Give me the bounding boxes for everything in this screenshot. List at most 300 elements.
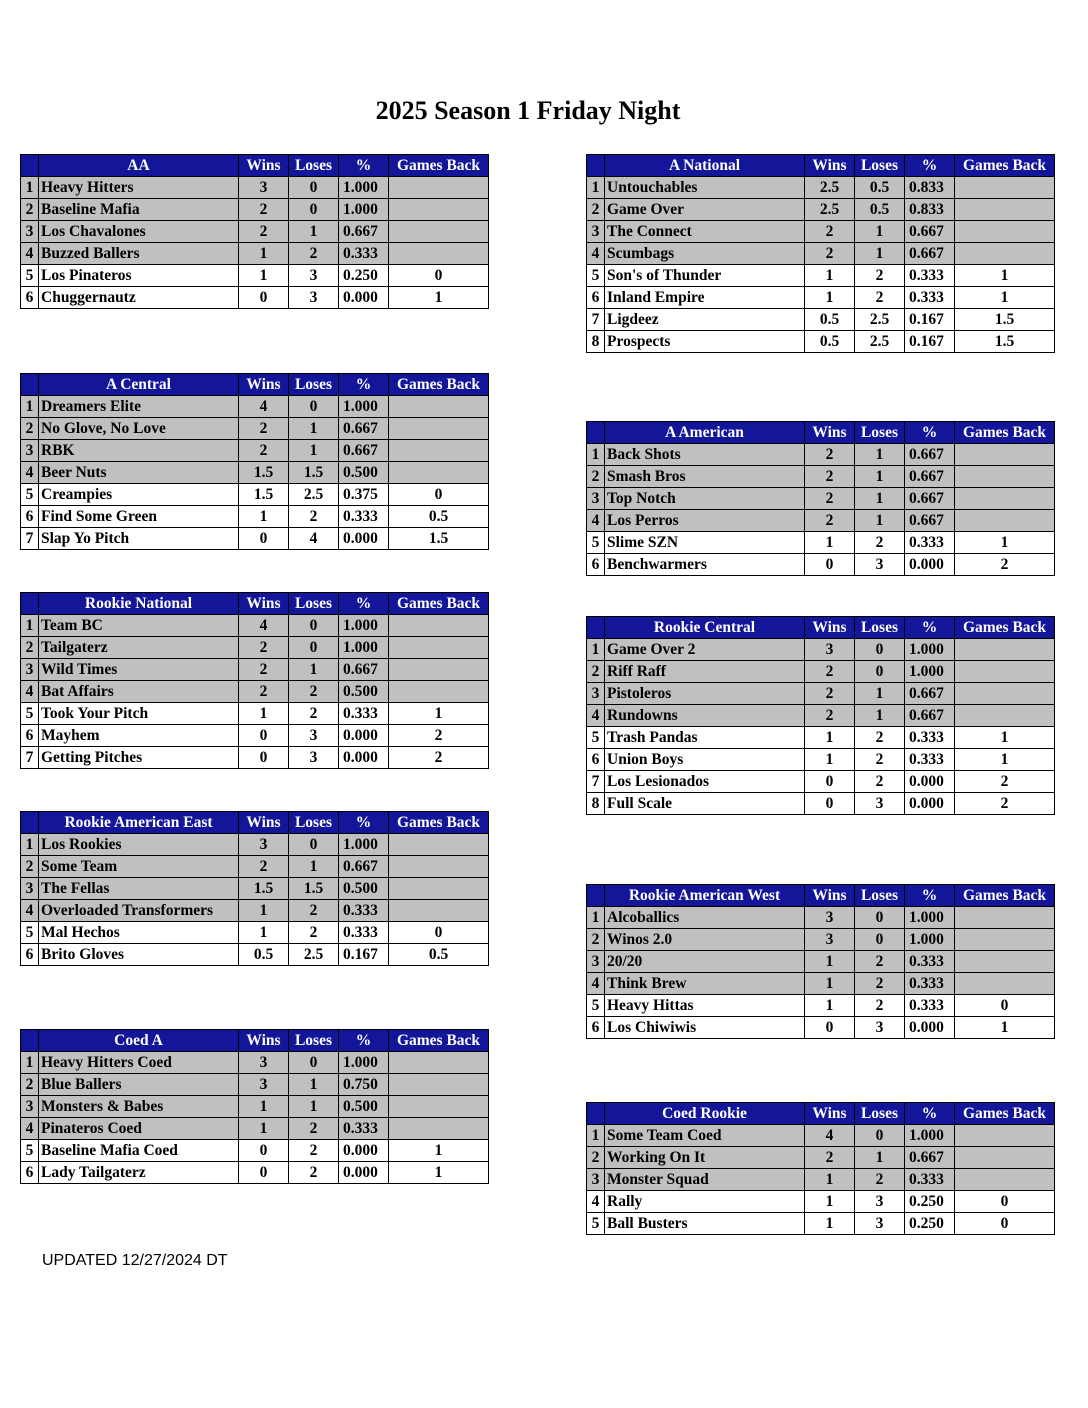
percent-cell: 0.333 — [339, 243, 389, 265]
table-header-row — [21, 374, 489, 396]
standings-table-coed-a — [20, 1029, 489, 1184]
loses-cell: 2 — [289, 1162, 339, 1184]
column-header-percent: % — [339, 155, 389, 177]
wins-cell: 1 — [805, 727, 855, 749]
loses-cell: 2 — [289, 1140, 339, 1162]
percent-cell: 0.667 — [339, 856, 389, 878]
wins-cell: 1 — [805, 951, 855, 973]
percent-cell: 0.667 — [339, 418, 389, 440]
table-row — [587, 1147, 1055, 1169]
rank-cell: 2 — [587, 1147, 605, 1169]
team-name-cell: Smash Bros — [605, 466, 805, 488]
table-row — [21, 199, 489, 221]
games-back-cell: 0 — [389, 484, 489, 506]
column-header-games-back: Games Back — [955, 617, 1055, 639]
rank-cell: 3 — [21, 659, 39, 681]
percent-cell: 0.833 — [905, 199, 955, 221]
table-row — [587, 973, 1055, 995]
wins-cell: 2 — [239, 659, 289, 681]
team-name-cell: Trash Pandas — [605, 727, 805, 749]
table-row — [587, 1017, 1055, 1039]
percent-cell: 0.667 — [905, 243, 955, 265]
games-back-cell — [955, 444, 1055, 466]
rank-cell: 1 — [21, 1052, 39, 1074]
table-row — [21, 177, 489, 199]
table-row — [21, 418, 489, 440]
games-back-cell: 1 — [955, 532, 1055, 554]
table-row — [21, 506, 489, 528]
column-header-percent: % — [905, 422, 955, 444]
rank-cell: 5 — [587, 532, 605, 554]
table-row — [587, 749, 1055, 771]
table-row — [587, 243, 1055, 265]
wins-cell: 0 — [239, 725, 289, 747]
percent-cell: 0.667 — [905, 1147, 955, 1169]
rank-cell: 5 — [21, 922, 39, 944]
games-back-cell — [955, 466, 1055, 488]
table-row — [587, 221, 1055, 243]
team-name-cell: Mal Hechos — [39, 922, 239, 944]
wins-cell: 2 — [805, 683, 855, 705]
percent-cell: 0.333 — [905, 749, 955, 771]
wins-cell: 3 — [239, 177, 289, 199]
team-name-cell: Dreamers Elite — [39, 396, 239, 418]
wins-cell: 1 — [239, 1096, 289, 1118]
games-back-cell — [389, 856, 489, 878]
loses-cell: 0 — [855, 639, 905, 661]
games-back-cell — [389, 1096, 489, 1118]
games-back-cell — [389, 637, 489, 659]
rank-cell: 3 — [21, 440, 39, 462]
percent-cell: 0.667 — [905, 683, 955, 705]
rank-cell: 6 — [21, 506, 39, 528]
table-row — [587, 683, 1055, 705]
percent-cell: 0.500 — [339, 681, 389, 703]
column-header-loses: Loses — [855, 885, 905, 907]
rank-cell: 6 — [587, 554, 605, 576]
wins-cell: 1 — [805, 995, 855, 1017]
percent-cell: 0.667 — [905, 488, 955, 510]
percent-cell: 0.333 — [905, 727, 955, 749]
percent-cell: 0.000 — [905, 793, 955, 815]
games-back-cell — [955, 929, 1055, 951]
rank-cell: 6 — [21, 1162, 39, 1184]
team-name-cell: Pinateros Coed — [39, 1118, 239, 1140]
percent-cell: 0.333 — [905, 973, 955, 995]
rank-cell: 6 — [587, 287, 605, 309]
standings-table-a-central — [20, 373, 489, 550]
rank-cell: 3 — [587, 951, 605, 973]
games-back-cell: 1 — [389, 1140, 489, 1162]
table-header-row — [21, 1030, 489, 1052]
wins-cell: 0 — [239, 528, 289, 550]
table-row — [587, 1125, 1055, 1147]
column-header-games-back: Games Back — [955, 1103, 1055, 1125]
table-row — [587, 771, 1055, 793]
table-header-row — [587, 1103, 1055, 1125]
wins-cell: 0 — [239, 747, 289, 769]
table-row — [587, 951, 1055, 973]
team-name-cell: Buzzed Ballers — [39, 243, 239, 265]
table-row — [21, 747, 489, 769]
standings-table-coed-rookie — [586, 1102, 1055, 1235]
wins-cell: 1 — [239, 265, 289, 287]
wins-cell: 2.5 — [805, 199, 855, 221]
games-back-cell — [389, 396, 489, 418]
wins-cell: 1 — [239, 900, 289, 922]
games-back-cell: 2 — [389, 725, 489, 747]
table-row — [587, 1191, 1055, 1213]
table-row — [21, 659, 489, 681]
games-back-cell: 0 — [955, 1213, 1055, 1235]
rank-cell: 5 — [21, 1140, 39, 1162]
rank-header — [587, 422, 605, 444]
table-row — [21, 944, 489, 966]
team-name-cell: 20/20 — [605, 951, 805, 973]
loses-cell: 1 — [289, 856, 339, 878]
rank-cell: 4 — [21, 462, 39, 484]
wins-cell: 2 — [239, 440, 289, 462]
team-name-cell: Winos 2.0 — [605, 929, 805, 951]
team-name-cell: Back Shots — [605, 444, 805, 466]
wins-cell: 2 — [239, 221, 289, 243]
wins-cell: 2 — [805, 466, 855, 488]
games-back-cell — [389, 199, 489, 221]
loses-cell: 0 — [855, 661, 905, 683]
division-name: AA — [39, 155, 239, 177]
table-row — [587, 444, 1055, 466]
rank-cell: 2 — [21, 637, 39, 659]
games-back-cell — [389, 615, 489, 637]
team-name-cell: Rally — [605, 1191, 805, 1213]
table-row — [21, 1074, 489, 1096]
rank-cell: 1 — [21, 615, 39, 637]
loses-cell: 2 — [855, 287, 905, 309]
wins-cell: 2 — [805, 705, 855, 727]
team-name-cell: Untouchables — [605, 177, 805, 199]
team-name-cell: Monsters & Babes — [39, 1096, 239, 1118]
percent-cell: 0.667 — [339, 221, 389, 243]
column-header-wins: Wins — [805, 422, 855, 444]
table-row — [21, 1052, 489, 1074]
team-name-cell: Tailgaterz — [39, 637, 239, 659]
loses-cell: 2 — [855, 265, 905, 287]
division-name: A Central — [39, 374, 239, 396]
percent-cell: 0.333 — [339, 703, 389, 725]
table-header-row — [21, 155, 489, 177]
percent-cell: 0.375 — [339, 484, 389, 506]
table-header-row — [21, 593, 489, 615]
team-name-cell: Monster Squad — [605, 1169, 805, 1191]
column-header-percent: % — [905, 617, 955, 639]
loses-cell: 3 — [855, 1017, 905, 1039]
table-row — [21, 484, 489, 506]
column-header-games-back: Games Back — [389, 593, 489, 615]
rank-header — [21, 593, 39, 615]
table-row — [587, 177, 1055, 199]
table-row — [587, 929, 1055, 951]
wins-cell: 1.5 — [239, 484, 289, 506]
rank-cell: 3 — [587, 1169, 605, 1191]
wins-cell: 2 — [239, 637, 289, 659]
games-back-cell — [389, 440, 489, 462]
loses-cell: 1 — [289, 659, 339, 681]
table-row — [21, 440, 489, 462]
percent-cell: 0.000 — [339, 287, 389, 309]
games-back-cell: 1 — [389, 287, 489, 309]
loses-cell: 2 — [855, 532, 905, 554]
rank-cell: 5 — [587, 1213, 605, 1235]
rank-cell: 1 — [587, 907, 605, 929]
games-back-cell: 2 — [955, 793, 1055, 815]
team-name-cell: Ligdeez — [605, 309, 805, 331]
division-name: Rookie National — [39, 593, 239, 615]
team-name-cell: Find Some Green — [39, 506, 239, 528]
games-back-cell — [955, 907, 1055, 929]
rank-cell: 1 — [587, 639, 605, 661]
games-back-cell — [955, 639, 1055, 661]
rank-cell: 2 — [21, 856, 39, 878]
table-header-row — [587, 885, 1055, 907]
column-header-loses: Loses — [289, 1030, 339, 1052]
rank-cell: 4 — [21, 900, 39, 922]
rank-cell: 5 — [21, 484, 39, 506]
rank-cell: 5 — [587, 995, 605, 1017]
percent-cell: 0.333 — [905, 951, 955, 973]
wins-cell: 1.5 — [239, 878, 289, 900]
team-name-cell: Los Rookies — [39, 834, 239, 856]
games-back-cell: 0 — [389, 265, 489, 287]
team-name-cell: The Connect — [605, 221, 805, 243]
column-header-games-back: Games Back — [955, 885, 1055, 907]
loses-cell: 1 — [855, 243, 905, 265]
loses-cell: 0 — [289, 396, 339, 418]
percent-cell: 0.000 — [339, 528, 389, 550]
percent-cell: 0.500 — [339, 878, 389, 900]
loses-cell: 0 — [289, 199, 339, 221]
percent-cell: 0.000 — [905, 554, 955, 576]
rank-cell: 3 — [587, 488, 605, 510]
games-back-cell — [389, 681, 489, 703]
rank-header — [21, 1030, 39, 1052]
wins-cell: 0 — [239, 287, 289, 309]
team-name-cell: Wild Times — [39, 659, 239, 681]
percent-cell: 0.000 — [339, 725, 389, 747]
wins-cell: 1 — [239, 1118, 289, 1140]
wins-cell: 1 — [239, 703, 289, 725]
percent-cell: 0.250 — [339, 265, 389, 287]
rank-cell: 1 — [21, 177, 39, 199]
games-back-cell — [955, 243, 1055, 265]
loses-cell: 2 — [855, 951, 905, 973]
team-name-cell: The Fellas — [39, 878, 239, 900]
percent-cell: 0.333 — [905, 265, 955, 287]
column-header-loses: Loses — [289, 593, 339, 615]
rank-cell: 4 — [587, 705, 605, 727]
standings-table-a-national — [586, 154, 1055, 353]
team-name-cell: Full Scale — [605, 793, 805, 815]
standings-table-a-american — [586, 421, 1055, 576]
games-back-cell — [389, 243, 489, 265]
table-row — [587, 466, 1055, 488]
column-header-wins: Wins — [805, 617, 855, 639]
loses-cell: 2 — [289, 506, 339, 528]
games-back-cell: 0 — [955, 1191, 1055, 1213]
wins-cell: 2 — [239, 199, 289, 221]
percent-cell: 0.667 — [339, 440, 389, 462]
wins-cell: 4 — [239, 396, 289, 418]
team-name-cell: Baseline Mafia Coed — [39, 1140, 239, 1162]
percent-cell: 0.333 — [339, 922, 389, 944]
table-row — [21, 265, 489, 287]
wins-cell: 0 — [805, 771, 855, 793]
table-row — [21, 834, 489, 856]
column-header-games-back: Games Back — [955, 155, 1055, 177]
rank-cell: 6 — [21, 944, 39, 966]
games-back-cell: 1 — [955, 749, 1055, 771]
wins-cell: 0 — [805, 1017, 855, 1039]
loses-cell: 2 — [289, 243, 339, 265]
table-row — [21, 462, 489, 484]
wins-cell: 3 — [805, 907, 855, 929]
table-row — [587, 1169, 1055, 1191]
wins-cell: 4 — [805, 1125, 855, 1147]
percent-cell: 0.667 — [905, 705, 955, 727]
team-name-cell: Slap Yo Pitch — [39, 528, 239, 550]
percent-cell: 0.667 — [905, 510, 955, 532]
rank-cell: 2 — [21, 199, 39, 221]
rank-cell: 7 — [21, 528, 39, 550]
team-name-cell: Overloaded Transformers — [39, 900, 239, 922]
rank-cell: 5 — [587, 265, 605, 287]
percent-cell: 1.000 — [339, 834, 389, 856]
percent-cell: 1.000 — [905, 907, 955, 929]
division-name: A National — [605, 155, 805, 177]
games-back-cell — [955, 199, 1055, 221]
wins-cell: 2 — [239, 681, 289, 703]
wins-cell: 1 — [805, 532, 855, 554]
rank-cell: 1 — [587, 1125, 605, 1147]
rank-cell: 2 — [587, 199, 605, 221]
rank-cell: 4 — [587, 1191, 605, 1213]
games-back-cell — [389, 834, 489, 856]
percent-cell: 0.000 — [905, 771, 955, 793]
percent-cell: 0.750 — [339, 1074, 389, 1096]
wins-cell: 0.5 — [239, 944, 289, 966]
column-header-loses: Loses — [289, 155, 339, 177]
team-name-cell: Heavy Hitters — [39, 177, 239, 199]
wins-cell: 1 — [239, 243, 289, 265]
table-row — [587, 661, 1055, 683]
games-back-cell — [389, 659, 489, 681]
games-back-cell — [955, 951, 1055, 973]
percent-cell: 1.000 — [339, 615, 389, 637]
games-back-cell — [955, 510, 1055, 532]
loses-cell: 2 — [855, 1169, 905, 1191]
percent-cell: 0.167 — [339, 944, 389, 966]
rank-header — [587, 1103, 605, 1125]
loses-cell: 0 — [289, 834, 339, 856]
wins-cell: 1 — [805, 265, 855, 287]
games-back-cell: 1 — [955, 287, 1055, 309]
wins-cell: 1 — [805, 287, 855, 309]
team-name-cell: Lady Tailgaterz — [39, 1162, 239, 1184]
rank-cell: 1 — [587, 444, 605, 466]
loses-cell: 2.5 — [289, 944, 339, 966]
wins-cell: 0 — [239, 1140, 289, 1162]
wins-cell: 2 — [805, 243, 855, 265]
percent-cell: 0.167 — [905, 331, 955, 353]
rank-header — [21, 155, 39, 177]
team-name-cell: Took Your Pitch — [39, 703, 239, 725]
loses-cell: 3 — [855, 1191, 905, 1213]
rank-cell: 5 — [587, 727, 605, 749]
team-name-cell: Chuggernautz — [39, 287, 239, 309]
games-back-cell — [955, 221, 1055, 243]
table-row — [21, 1096, 489, 1118]
wins-cell: 1 — [805, 973, 855, 995]
loses-cell: 2 — [855, 727, 905, 749]
wins-cell: 2.5 — [805, 177, 855, 199]
percent-cell: 1.000 — [339, 177, 389, 199]
team-name-cell: Team BC — [39, 615, 239, 637]
column-header-loses: Loses — [855, 155, 905, 177]
rank-cell: 2 — [587, 929, 605, 951]
rank-cell: 4 — [587, 510, 605, 532]
games-back-cell — [389, 462, 489, 484]
team-name-cell: Union Boys — [605, 749, 805, 771]
games-back-cell — [955, 973, 1055, 995]
wins-cell: 1 — [805, 1213, 855, 1235]
standings-table-rookie-national — [20, 592, 489, 769]
column-header-games-back: Games Back — [389, 155, 489, 177]
table-row — [21, 1162, 489, 1184]
games-back-cell — [389, 177, 489, 199]
team-name-cell: Baseline Mafia — [39, 199, 239, 221]
table-row — [21, 878, 489, 900]
rank-cell: 4 — [21, 1118, 39, 1140]
column-header-wins: Wins — [239, 1030, 289, 1052]
wins-cell: 0 — [239, 1162, 289, 1184]
games-back-cell: 1 — [955, 727, 1055, 749]
column-header-loses: Loses — [289, 374, 339, 396]
games-back-cell: 2 — [955, 554, 1055, 576]
table-row — [587, 199, 1055, 221]
percent-cell: 1.000 — [339, 396, 389, 418]
loses-cell: 0 — [289, 1052, 339, 1074]
games-back-cell — [955, 661, 1055, 683]
team-name-cell: Heavy Hittas — [605, 995, 805, 1017]
table-row — [587, 995, 1055, 1017]
column-header-loses: Loses — [855, 422, 905, 444]
table-row — [21, 900, 489, 922]
rank-cell: 2 — [21, 418, 39, 440]
rank-cell: 7 — [587, 309, 605, 331]
rank-cell: 1 — [21, 396, 39, 418]
percent-cell: 1.000 — [905, 639, 955, 661]
table-row — [21, 637, 489, 659]
percent-cell: 0.667 — [905, 444, 955, 466]
loses-cell: 3 — [289, 725, 339, 747]
column-header-loses: Loses — [855, 1103, 905, 1125]
table-row — [587, 287, 1055, 309]
loses-cell: 2 — [855, 995, 905, 1017]
loses-cell: 1 — [855, 466, 905, 488]
rank-cell: 1 — [21, 834, 39, 856]
rank-cell: 2 — [21, 1074, 39, 1096]
rank-cell: 2 — [587, 466, 605, 488]
loses-cell: 1 — [855, 705, 905, 727]
